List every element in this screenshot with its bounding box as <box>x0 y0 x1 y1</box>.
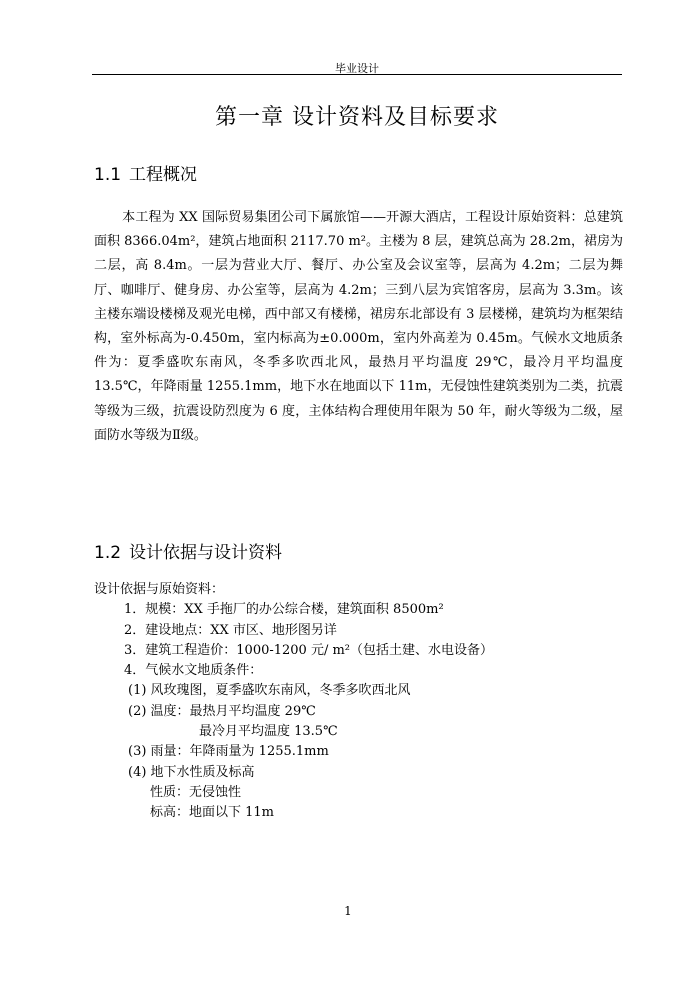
sub-item: (3) 雨量：年降雨量为 1255.1mm <box>128 744 329 760</box>
groundwater-detail: 标高：地面以下 11m <box>150 805 275 821</box>
section-number: 1.1 <box>94 165 122 185</box>
project-overview-paragraph <box>94 206 623 448</box>
list-item: 3．建筑工程造价：1000-1200 元/ m²（包括土建、水电设备） <box>124 642 494 658</box>
section-title-text: 设计依据与设计资料 <box>129 543 283 563</box>
section-title-text: 工程概况 <box>129 165 198 185</box>
list-intro: 设计依据与原始资料： <box>94 582 225 597</box>
paragraph-text: 本工程为 XX 国际贸易集团公司下属旅馆——开源大酒店，工程设计原始资料：总建筑面积 8366.04m²，建筑占地面积 2117.70 m²。主楼为 8 层，建筑总高为 28.2m，裙房为二层，高 8.4m。一层为营业大厅、餐厅、办公室及会议室等，层高为 4.2m；二层为舞厅、咖啡厅、健身房、办公室等，层高为 4.2m；三到八层为宾馆客房，层高为 3.3m。该主楼东端设楼梯及观光电梯，西中部又有楼梯，裙房东北部设有 3 层楼梯，建筑均为框架结构，室外标高为-0.450m，室内标高为±0.000m，室内外高差为 0.45m。气候水文地质条件为：夏季盛吹东南风，冬季多吹西北风，最热月平均温度 29℃，最冷月平均温度 13.5℃，年降雨量 1255.1mm，地下水在地面以下 11m，无侵蚀性建筑类别为二类，抗震等级为三级，抗震设防烈度为 6 度，主体结构合理使用年限为 50 年，耐火等级为二级，屋面防水等级为Ⅱ级。 <box>94 210 623 443</box>
sub-item-continuation: 最冷月平均温度 13.5℃ <box>199 724 338 740</box>
list-item: 2．建设地点：XX 市区、地形图另详 <box>124 622 337 638</box>
chapter-title: 第一章 设计资料及目标要求 <box>215 105 499 130</box>
design-basis-list <box>94 580 623 824</box>
list-item: 1．规模：XX 手拖厂的办公综合楼，建筑面积 8500m² <box>124 602 444 618</box>
sub-item: (4) 地下水性质及标高 <box>128 764 255 780</box>
section-heading-1-1 <box>94 160 197 185</box>
sub-item: (1) 风玫瑰图，夏季盛吹东南风，冬季多吹西北风 <box>128 683 411 699</box>
page-number: 1 <box>344 904 352 918</box>
list-item: 4．气候水文地质条件： <box>124 663 263 679</box>
page-header: 毕业设计 <box>335 62 379 75</box>
header-rule <box>92 74 622 75</box>
sub-item: (2) 温度：最热月平均温度 29℃ <box>128 703 316 719</box>
section-heading-1-2 <box>94 538 282 563</box>
groundwater-detail: 性质：无侵蚀性 <box>150 784 242 800</box>
section-number: 1.2 <box>94 543 122 563</box>
